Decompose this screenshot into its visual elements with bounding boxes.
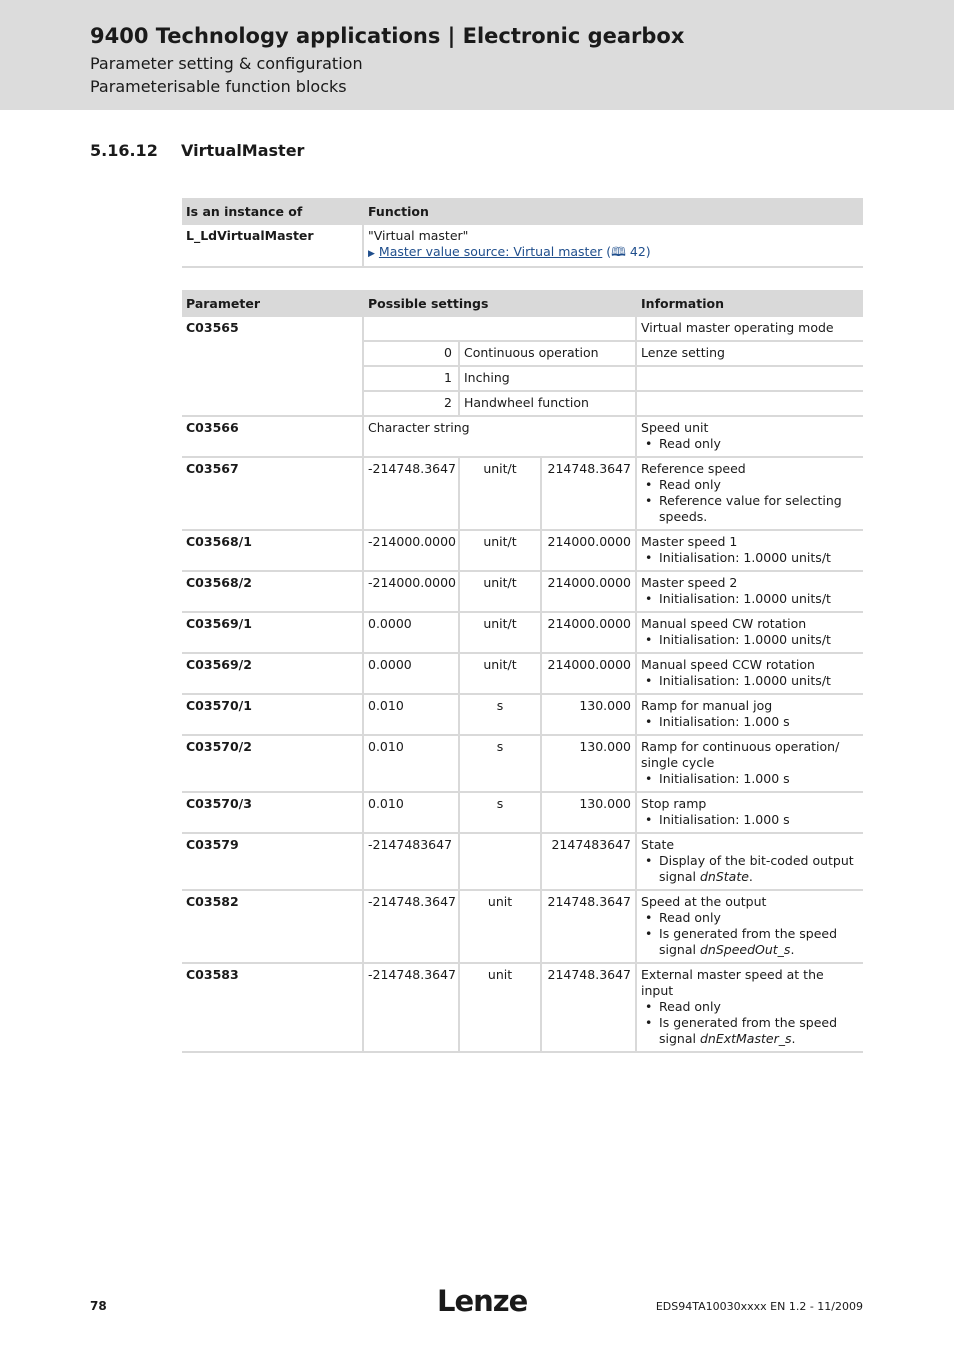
param-code: C03583 xyxy=(182,963,363,1052)
info-bullet: • Initialisation: 1.000 s xyxy=(659,771,859,787)
info-cell xyxy=(636,890,863,963)
function-cell xyxy=(363,224,863,267)
unit: unit xyxy=(459,890,541,963)
page-ref-link[interactable] xyxy=(606,244,650,259)
info-bullet: • Read only xyxy=(659,910,859,926)
min-value: 0.0000 xyxy=(363,653,459,694)
info-bullet xyxy=(659,1015,859,1047)
param-code: C03568/1 xyxy=(182,530,363,571)
max-value: 214000.0000 xyxy=(541,530,636,571)
instance-table xyxy=(182,198,863,268)
info-cell xyxy=(636,963,863,1052)
info-title: Manual speed CCW rotation xyxy=(641,657,815,672)
min-value: 0.010 xyxy=(363,735,459,792)
table-row xyxy=(182,792,863,833)
max-value: 130.000 xyxy=(541,792,636,833)
info-bullet: • Initialisation: 1.0000 units/t xyxy=(659,632,859,648)
info-cell xyxy=(636,571,863,612)
min-value: -214748.3647 xyxy=(363,890,459,963)
table-row xyxy=(182,571,863,612)
signal-name: dnSpeedOut_s xyxy=(699,942,791,957)
unit: unit xyxy=(459,963,541,1052)
info-cell xyxy=(636,653,863,694)
option-value: 0 xyxy=(363,341,459,366)
param-code: C03570/2 xyxy=(182,735,363,792)
instance-col-header: Is an instance of xyxy=(182,198,363,224)
info-bullets xyxy=(641,436,859,452)
param-c03565: C03565 xyxy=(182,316,363,416)
info-bullets xyxy=(641,632,859,648)
unit: s xyxy=(459,792,541,833)
info-bullets xyxy=(641,550,859,566)
header-title: 9400 Technology applications | Electronic gearbox xyxy=(90,24,685,48)
function-col-header: Function xyxy=(363,198,863,224)
min-value: -214000.0000 xyxy=(363,530,459,571)
info-bullet: • Read only xyxy=(659,436,859,452)
param-code: C03567 xyxy=(182,457,363,530)
min-value: 0.010 xyxy=(363,792,459,833)
option-info xyxy=(636,391,863,416)
function-link-row xyxy=(368,244,859,262)
param-code: C03582 xyxy=(182,890,363,963)
info-bullets xyxy=(641,714,859,730)
option-value: 1 xyxy=(363,366,459,391)
bullet-tail: . xyxy=(791,1031,796,1046)
info-bullet: • Initialisation: 1.000 s xyxy=(659,812,859,828)
max-value: 214000.0000 xyxy=(541,653,636,694)
param-code: C03568/2 xyxy=(182,571,363,612)
info-title: Speed unit xyxy=(641,420,709,435)
parameter-col-header: Parameter xyxy=(182,290,363,316)
bullet-text: Is generated from the speed signal xyxy=(659,1015,838,1046)
info-cell xyxy=(636,735,863,792)
lenze-logo: Lenze xyxy=(437,1284,528,1318)
max-value: 214000.0000 xyxy=(541,571,636,612)
info-title: Ramp for continuous operation/ single cycle xyxy=(641,739,840,770)
info-bullet: • Reference value for selecting speeds. xyxy=(659,493,859,525)
option-info: Lenze setting xyxy=(636,341,863,366)
info-title: Speed at the output xyxy=(641,894,767,909)
page-ref: (🕮 42) xyxy=(606,244,651,259)
info-title: Ramp for manual jog xyxy=(641,698,773,713)
info-bullet: • Read only xyxy=(659,477,859,493)
info-bullet: • Read only xyxy=(659,999,859,1015)
param-code: C03569/2 xyxy=(182,653,363,694)
option-label: Continuous operation xyxy=(459,341,636,366)
section-number: 5.16.12 xyxy=(90,141,158,160)
parameter-table xyxy=(182,290,863,1053)
instance-name: L_LdVirtualMaster xyxy=(182,224,363,267)
bullet-text: Display of the bit-coded output signal xyxy=(659,853,854,884)
document-id: EDS94TA10030xxxx EN 1.2 - 11/2009 xyxy=(655,1300,863,1313)
info-bullets xyxy=(641,771,859,787)
min-value: -214748.3647 xyxy=(363,963,459,1052)
bullet-tail: . xyxy=(748,869,753,884)
unit: s xyxy=(459,735,541,792)
info-cell xyxy=(636,612,863,653)
info-bullets xyxy=(641,999,859,1047)
unit: unit/t xyxy=(459,530,541,571)
info-bullets xyxy=(641,910,859,958)
info-cell xyxy=(636,792,863,833)
param-code: C03579 xyxy=(182,833,363,890)
info-title: Stop ramp xyxy=(641,796,707,811)
option-label: Handwheel function xyxy=(459,391,636,416)
table-row xyxy=(182,890,863,963)
table-row xyxy=(182,833,863,890)
info-bullet: • Initialisation: 1.000 s xyxy=(659,714,859,730)
min-value: -214000.0000 xyxy=(363,571,459,612)
signal-name: dnExtMaster_s xyxy=(699,1031,792,1046)
info-bullet: • Initialisation: 1.0000 units/t xyxy=(659,591,859,607)
settings-cell-empty xyxy=(363,316,636,341)
signal-name: dnState xyxy=(699,869,749,884)
info-bullets xyxy=(641,853,859,885)
info-title: Manual speed CW rotation xyxy=(641,616,807,631)
param-code: C03570/1 xyxy=(182,694,363,735)
unit: s xyxy=(459,694,541,735)
param-c03566: C03566 xyxy=(182,416,363,457)
max-value: 214748.3647 xyxy=(541,890,636,963)
info-title: State xyxy=(641,837,675,852)
bullet-text: Is generated from the speed signal xyxy=(659,926,838,957)
max-value: 214748.3647 xyxy=(541,963,636,1052)
table-row xyxy=(182,963,863,1052)
info-bullet xyxy=(659,853,859,885)
table-row xyxy=(182,530,863,571)
information-col-header: Information xyxy=(636,290,863,316)
triangle-right-icon: ▶ xyxy=(368,249,375,259)
page-header xyxy=(0,0,954,110)
info-bullets xyxy=(641,591,859,607)
info-cell xyxy=(636,530,863,571)
max-value: 2147483647 xyxy=(541,833,636,890)
bullet-tail: . xyxy=(790,942,795,957)
table-row xyxy=(182,457,863,530)
table-row xyxy=(182,653,863,694)
info-bullet xyxy=(659,926,859,958)
min-value: 0.010 xyxy=(363,694,459,735)
table-row xyxy=(182,694,863,735)
min-value: 0.0000 xyxy=(363,612,459,653)
info-c03566 xyxy=(636,416,863,457)
info-cell xyxy=(636,457,863,530)
info-title: Reference speed xyxy=(641,461,746,476)
master-value-source-link[interactable]: Master value source: Virtual master xyxy=(378,244,603,259)
max-value: 130.000 xyxy=(541,694,636,735)
info-cell xyxy=(636,833,863,890)
info-cell xyxy=(636,694,863,735)
page-number: 78 xyxy=(90,1299,107,1313)
table-row xyxy=(182,612,863,653)
option-value: 2 xyxy=(363,391,459,416)
unit: unit/t xyxy=(459,457,541,530)
option-info xyxy=(636,366,863,391)
info-title: External master speed at the input xyxy=(641,967,824,998)
min-value: -214748.3647 xyxy=(363,457,459,530)
settings-col-header: Possible settings xyxy=(363,290,636,316)
section-title: VirtualMaster xyxy=(181,141,305,160)
section-heading xyxy=(90,141,304,160)
param-code: C03570/3 xyxy=(182,792,363,833)
unit: unit/t xyxy=(459,612,541,653)
max-value: 214748.3647 xyxy=(541,457,636,530)
info-bullet: • Initialisation: 1.0000 units/t xyxy=(659,550,859,566)
max-value: 130.000 xyxy=(541,735,636,792)
setting-c03566: Character string xyxy=(363,416,636,457)
table-row xyxy=(182,735,863,792)
info-c03565: Virtual master operating mode xyxy=(636,316,863,341)
info-title: Master speed 1 xyxy=(641,534,738,549)
info-bullets xyxy=(641,477,859,525)
unit: unit/t xyxy=(459,571,541,612)
info-bullet: • Initialisation: 1.0000 units/t xyxy=(659,673,859,689)
unit xyxy=(459,833,541,890)
min-value: -2147483647 xyxy=(363,833,459,890)
info-bullets xyxy=(641,812,859,828)
header-subtitle-2: Parameterisable function blocks xyxy=(90,77,347,96)
option-label: Inching xyxy=(459,366,636,391)
max-value: 214000.0000 xyxy=(541,612,636,653)
header-subtitle-1: Parameter setting & configuration xyxy=(90,54,363,73)
function-name: "Virtual master" xyxy=(368,228,469,243)
param-code: C03569/1 xyxy=(182,612,363,653)
unit: unit/t xyxy=(459,653,541,694)
info-title: Master speed 2 xyxy=(641,575,738,590)
info-bullets xyxy=(641,673,859,689)
